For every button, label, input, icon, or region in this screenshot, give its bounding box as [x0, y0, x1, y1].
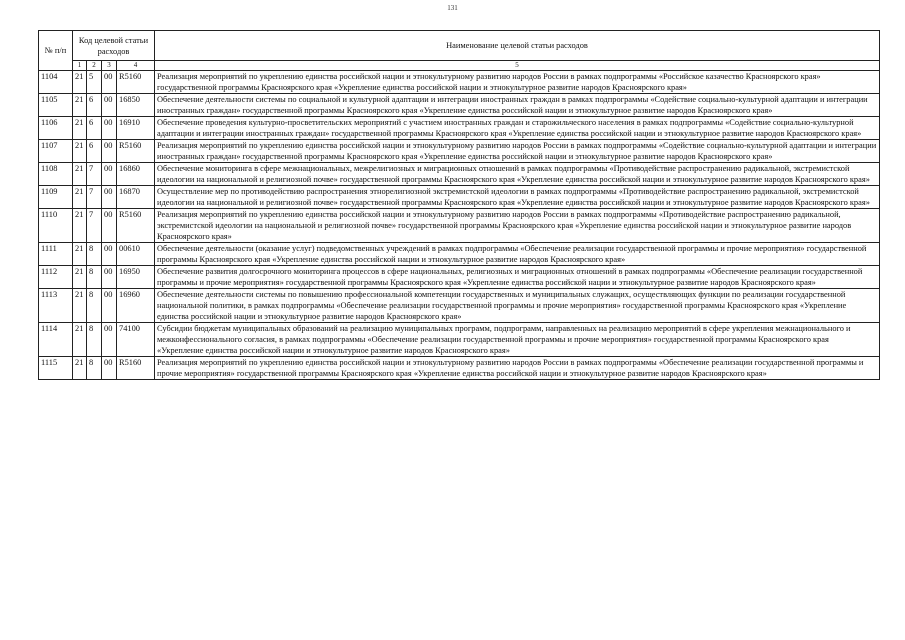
code-part-4: 16850 [117, 94, 155, 117]
header-name: Наименование целевой статьи расходов [155, 31, 880, 61]
code-part-3: 00 [102, 289, 117, 323]
code-part-3: 00 [102, 266, 117, 289]
column-number: 1 [73, 61, 87, 71]
table-row [39, 71, 880, 94]
code-part-3: 00 [102, 71, 117, 94]
row-number: 1106 [39, 117, 73, 140]
row-description: Реализация мероприятий по укреплению единства российской нации и этнокультурному развитию народов России в рамках подпрограммы «Противодействие распространению радикальной, экстремистской идеологии на национальной и религиозной почве» государственной программы Красноярского края «Укрепление единства российской нации и этнокультурное развитие народов Красноярского края» [155, 209, 880, 243]
code-part-4: 16860 [117, 163, 155, 186]
code-part-1: 21 [73, 243, 87, 266]
code-part-4: 16960 [117, 289, 155, 323]
table-row [39, 140, 880, 163]
table-row [39, 243, 880, 266]
code-part-3: 00 [102, 163, 117, 186]
code-part-3: 00 [102, 94, 117, 117]
code-part-2: 8 [87, 289, 102, 323]
row-number: 1112 [39, 266, 73, 289]
table-row [39, 117, 880, 140]
code-part-4: 00610 [117, 243, 155, 266]
code-part-2: 8 [87, 323, 102, 357]
row-description: Обеспечение деятельности (оказание услуг) подведомственных учреждений в рамках подпрограммы «Обеспечение реализации государственной программы и прочие мероприятия» государственной программы Красноярского края «Укрепление единства российской нации и этнокультурное развитие народов Красноярского края» [155, 243, 880, 266]
code-part-3: 00 [102, 357, 117, 380]
code-part-2: 7 [87, 163, 102, 186]
column-number: 3 [102, 61, 117, 71]
code-part-4: 16950 [117, 266, 155, 289]
column-number: 5 [155, 61, 880, 71]
code-part-2: 6 [87, 94, 102, 117]
table-row [39, 323, 880, 357]
code-part-4: 16870 [117, 186, 155, 209]
code-part-2: 6 [87, 140, 102, 163]
code-part-3: 00 [102, 117, 117, 140]
row-description: Субсидии бюджетам муниципальных образований на реализацию муниципальных программ, подпрограмм, направленных на реализацию мероприятий в сфере укрепления межнационального и межконфессионального согласия, в рамках подпрограммы «Обеспечение реализации государственной программы и прочие мероприятия» государственной программы Красноярского края «Укрепление единства российской нации и этнокультурное развитие народов Красноярского края» [155, 323, 880, 357]
code-part-2: 7 [87, 209, 102, 243]
row-description: Обеспечение мониторинга в сфере межнациональных, межрелигиозных и миграционных отношений в рамках подпрограммы «Противодействие распространению радикальной, экстремистской идеологии на национальной и религиозной почве» государственной программы Красноярского края «Укрепление единства российской нации и этнокультурное развитие народов Красноярского края» [155, 163, 880, 186]
code-part-4: R5160 [117, 357, 155, 380]
code-part-1: 21 [73, 357, 87, 380]
row-description: Реализация мероприятий по укреплению единства российской нации и этнокультурному развитию народов России в рамках подпрограммы «Содействие социально-культурной адаптации и интеграции иностранных граждан» государственной программы Красноярского края «Укрепление единства российской нации и этнокультурное развитие народов Красноярского края» [155, 140, 880, 163]
header-code: Код целевой статьи расходов [73, 31, 155, 61]
code-part-1: 21 [73, 140, 87, 163]
code-part-1: 21 [73, 94, 87, 117]
code-part-1: 21 [73, 323, 87, 357]
code-part-1: 21 [73, 186, 87, 209]
row-number: 1107 [39, 140, 73, 163]
row-number: 1108 [39, 163, 73, 186]
row-description: Реализация мероприятий по укреплению единства российской нации и этнокультурному развитию народов России в рамках подпрограммы «Российское казачество Красноярского края» государственной программы Красноярского края «Укрепление единства российской нации и этнокультурное развитие народов Красноярского края» [155, 71, 880, 94]
code-part-1: 21 [73, 163, 87, 186]
code-part-1: 21 [73, 266, 87, 289]
code-part-3: 00 [102, 186, 117, 209]
header-num: № п/п [39, 31, 73, 71]
code-part-2: 8 [87, 357, 102, 380]
code-part-4: 74100 [117, 323, 155, 357]
table-row [39, 357, 880, 380]
code-part-2: 5 [87, 71, 102, 94]
table-header-row [39, 31, 880, 61]
row-number: 1105 [39, 94, 73, 117]
code-part-1: 21 [73, 289, 87, 323]
code-part-2: 8 [87, 266, 102, 289]
code-part-4: 16910 [117, 117, 155, 140]
code-part-2: 7 [87, 186, 102, 209]
code-part-4: R5160 [117, 71, 155, 94]
row-description: Обеспечение развития долгосрочного мониторинга процессов в сфере национальных, религиозных и миграционных отношений в рамках подпрограммы «Обеспечение реализации государственной программы и прочие мероприятия» государственной программы Красноярского края «Укрепление единства российской нации и этнокультурное развитие народов Красноярского края» [155, 266, 880, 289]
row-number: 1104 [39, 71, 73, 94]
row-number: 1111 [39, 243, 73, 266]
table-row [39, 266, 880, 289]
row-description: Осуществление мер по противодействию распространения этнорелигиозной экстремистской идеологии в рамках подпрограммы «Противодействие распространению радикальной, экстремистской идеологии на национальной и религиозной почве» государственной программы Красноярского края «Укрепление единства российской нации и этнокультурное развитие народов Красноярского края» [155, 186, 880, 209]
code-part-2: 6 [87, 117, 102, 140]
code-part-3: 00 [102, 140, 117, 163]
code-part-1: 21 [73, 71, 87, 94]
row-description: Обеспечение деятельности системы по социальной и культурной адаптации и интеграции иностранных граждан в рамках подпрограммы «Содействие социально-культурной адаптации и интеграции иностранных граждан» государственной программы Красноярского края «Укрепление единства российской нации и этнокультурное развитие народов Красноярского края» [155, 94, 880, 117]
page-number: 131 [447, 4, 458, 12]
row-number: 1114 [39, 323, 73, 357]
code-part-3: 00 [102, 209, 117, 243]
table-row [39, 94, 880, 117]
row-description: Реализация мероприятий по укреплению единства российской нации и этнокультурному развитию народов России в рамках подпрограммы «Обеспечение реализации государственной программы и прочие мероприятия» государственной программы Красноярского края «Укрепление единства российской нации и этнокультурное развитие народов Красноярского края» [155, 357, 880, 380]
column-numbers-row [39, 61, 880, 71]
row-number: 1109 [39, 186, 73, 209]
expense-items-table [38, 30, 880, 380]
row-description: Обеспечение деятельности системы по повышению профессиональной компетенции государственных и муниципальных служащих, осуществляющих функции по реализации государственной национальной политики, в рамках подпрограммы «Обеспечение реализации государственной программы и прочие мероприятия» государственной программы Красноярского края «Укрепление единства российской нации и этнокультурное развитие народов Красноярского края» [155, 289, 880, 323]
column-number: 4 [117, 61, 155, 71]
table-row [39, 289, 880, 323]
code-part-4: R5160 [117, 209, 155, 243]
code-part-2: 8 [87, 243, 102, 266]
table-row [39, 163, 880, 186]
table-row [39, 209, 880, 243]
row-number: 1110 [39, 209, 73, 243]
code-part-3: 00 [102, 323, 117, 357]
row-description: Обеспечение проведения культурно-просветительских мероприятий с участием иностранных граждан и старожильческого населения в рамках подпрограммы «Содействие социально-культурной адаптации и интеграции иностранных граждан» государственной программы Красноярского края «Укрепление единства российской нации и этнокультурное развитие народов Красноярского края» [155, 117, 880, 140]
row-number: 1113 [39, 289, 73, 323]
table-body [39, 71, 880, 380]
column-number: 2 [87, 61, 102, 71]
code-part-1: 21 [73, 209, 87, 243]
code-part-4: R5160 [117, 140, 155, 163]
table-row [39, 186, 880, 209]
row-number: 1115 [39, 357, 73, 380]
code-part-1: 21 [73, 117, 87, 140]
code-part-3: 00 [102, 243, 117, 266]
